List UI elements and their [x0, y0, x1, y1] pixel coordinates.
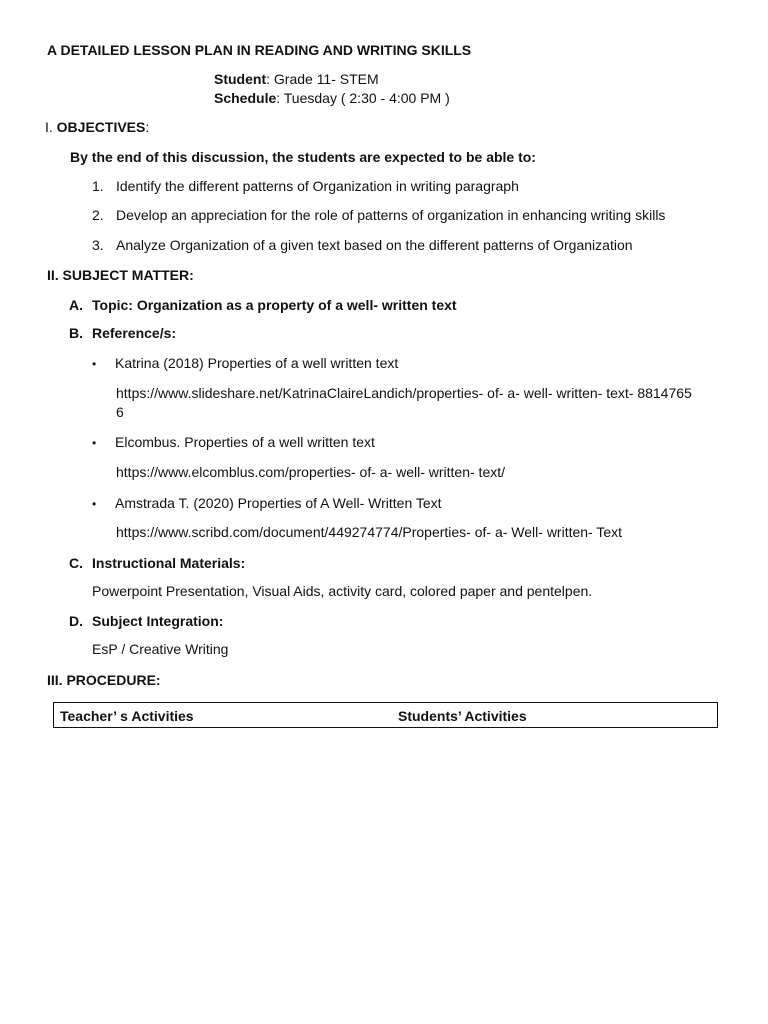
reference-text: Elcombus. Properties of a well written text: [115, 434, 375, 450]
objective-text: Identify the different patterns of Organization in writing paragraph: [116, 178, 519, 194]
procedure-heading: III. PROCEDURE:: [47, 672, 161, 688]
reference-url[interactable]: https://www.elcomblus.com/properties- of- a- well- written- text/: [116, 464, 506, 480]
student-value: : Grade 11- STEM: [266, 71, 379, 87]
students-activities-header: Students’ Activities: [398, 708, 527, 724]
student-label: Student: [214, 71, 267, 87]
objective-text: Analyze Organization of a given text based on the different patterns of Organization: [116, 237, 633, 253]
objectives-title: OBJECTIVES: [56, 119, 146, 135]
schedule-value: : Tuesday ( 2:30 - 4:00 PM ): [276, 90, 450, 106]
reference-text: Katrina (2018) Properties of a well written text: [115, 355, 399, 371]
subject-matter-heading: II. SUBJECT MATTER:: [47, 267, 194, 283]
bullet-icon: •: [92, 436, 97, 450]
topic-line: [69, 297, 457, 313]
teacher-activities-header: Teacher’ s Activities: [60, 708, 194, 724]
instructional-materials-heading: [69, 555, 245, 571]
objectives-colon: :: [145, 119, 150, 135]
reference-text: Amstrada T. (2020) Properties of A Well- Written Text: [115, 495, 442, 511]
document-title: A DETAILED LESSON PLAN IN READING AND WRITING SKILLS: [47, 42, 472, 58]
objective-item: [92, 237, 633, 253]
objective-number: 1.: [92, 178, 104, 194]
bullet-icon: •: [92, 497, 97, 511]
references-title: Reference/s:: [92, 325, 177, 341]
reference-item: [92, 495, 442, 511]
topic-text: Topic: Organization as a property of a well- written text: [92, 297, 457, 313]
schedule-label: Schedule: [214, 90, 277, 106]
instructional-materials-title: Instructional Materials:: [92, 555, 246, 571]
subject-integration-heading: [69, 613, 223, 629]
reference-url[interactable]: https://www.scribd.com/document/449274774/Properties- of- a- Well- written- Text: [116, 524, 623, 540]
procedure-table: [53, 702, 718, 728]
objective-item: [92, 178, 519, 194]
bullet-icon: •: [92, 357, 97, 371]
reference-item: [92, 355, 398, 371]
schedule-line: [214, 90, 450, 106]
instructional-materials-letter: C.: [69, 555, 83, 571]
topic-letter: A.: [69, 297, 83, 313]
objective-number: 3.: [92, 237, 104, 253]
objectives-numeral: I.: [45, 119, 53, 135]
reference-item: [92, 434, 375, 450]
objective-text: Develop an appreciation for the role of patterns of organization in enhancing writing skills: [116, 207, 666, 223]
reference-url[interactable]: https://www.slideshare.net/KatrinaClaireLandich/properties- of- a- well- written- text- 88147656: [116, 385, 692, 420]
student-line: [214, 71, 379, 87]
instructional-materials-text: Powerpoint Presentation, Visual Aids, activity card, colored paper and pentelpen.: [92, 583, 593, 599]
subject-integration-text: EsP / Creative Writing: [92, 641, 229, 657]
references-letter: B.: [69, 325, 83, 341]
objective-item: [92, 207, 665, 223]
objectives-heading: [45, 119, 149, 135]
references-heading: [69, 325, 176, 341]
subject-integration-letter: D.: [69, 613, 83, 629]
objective-number: 2.: [92, 207, 104, 223]
subject-integration-title: Subject Integration:: [92, 613, 224, 629]
objectives-intro: By the end of this discussion, the students are expected to be able to:: [70, 149, 536, 165]
